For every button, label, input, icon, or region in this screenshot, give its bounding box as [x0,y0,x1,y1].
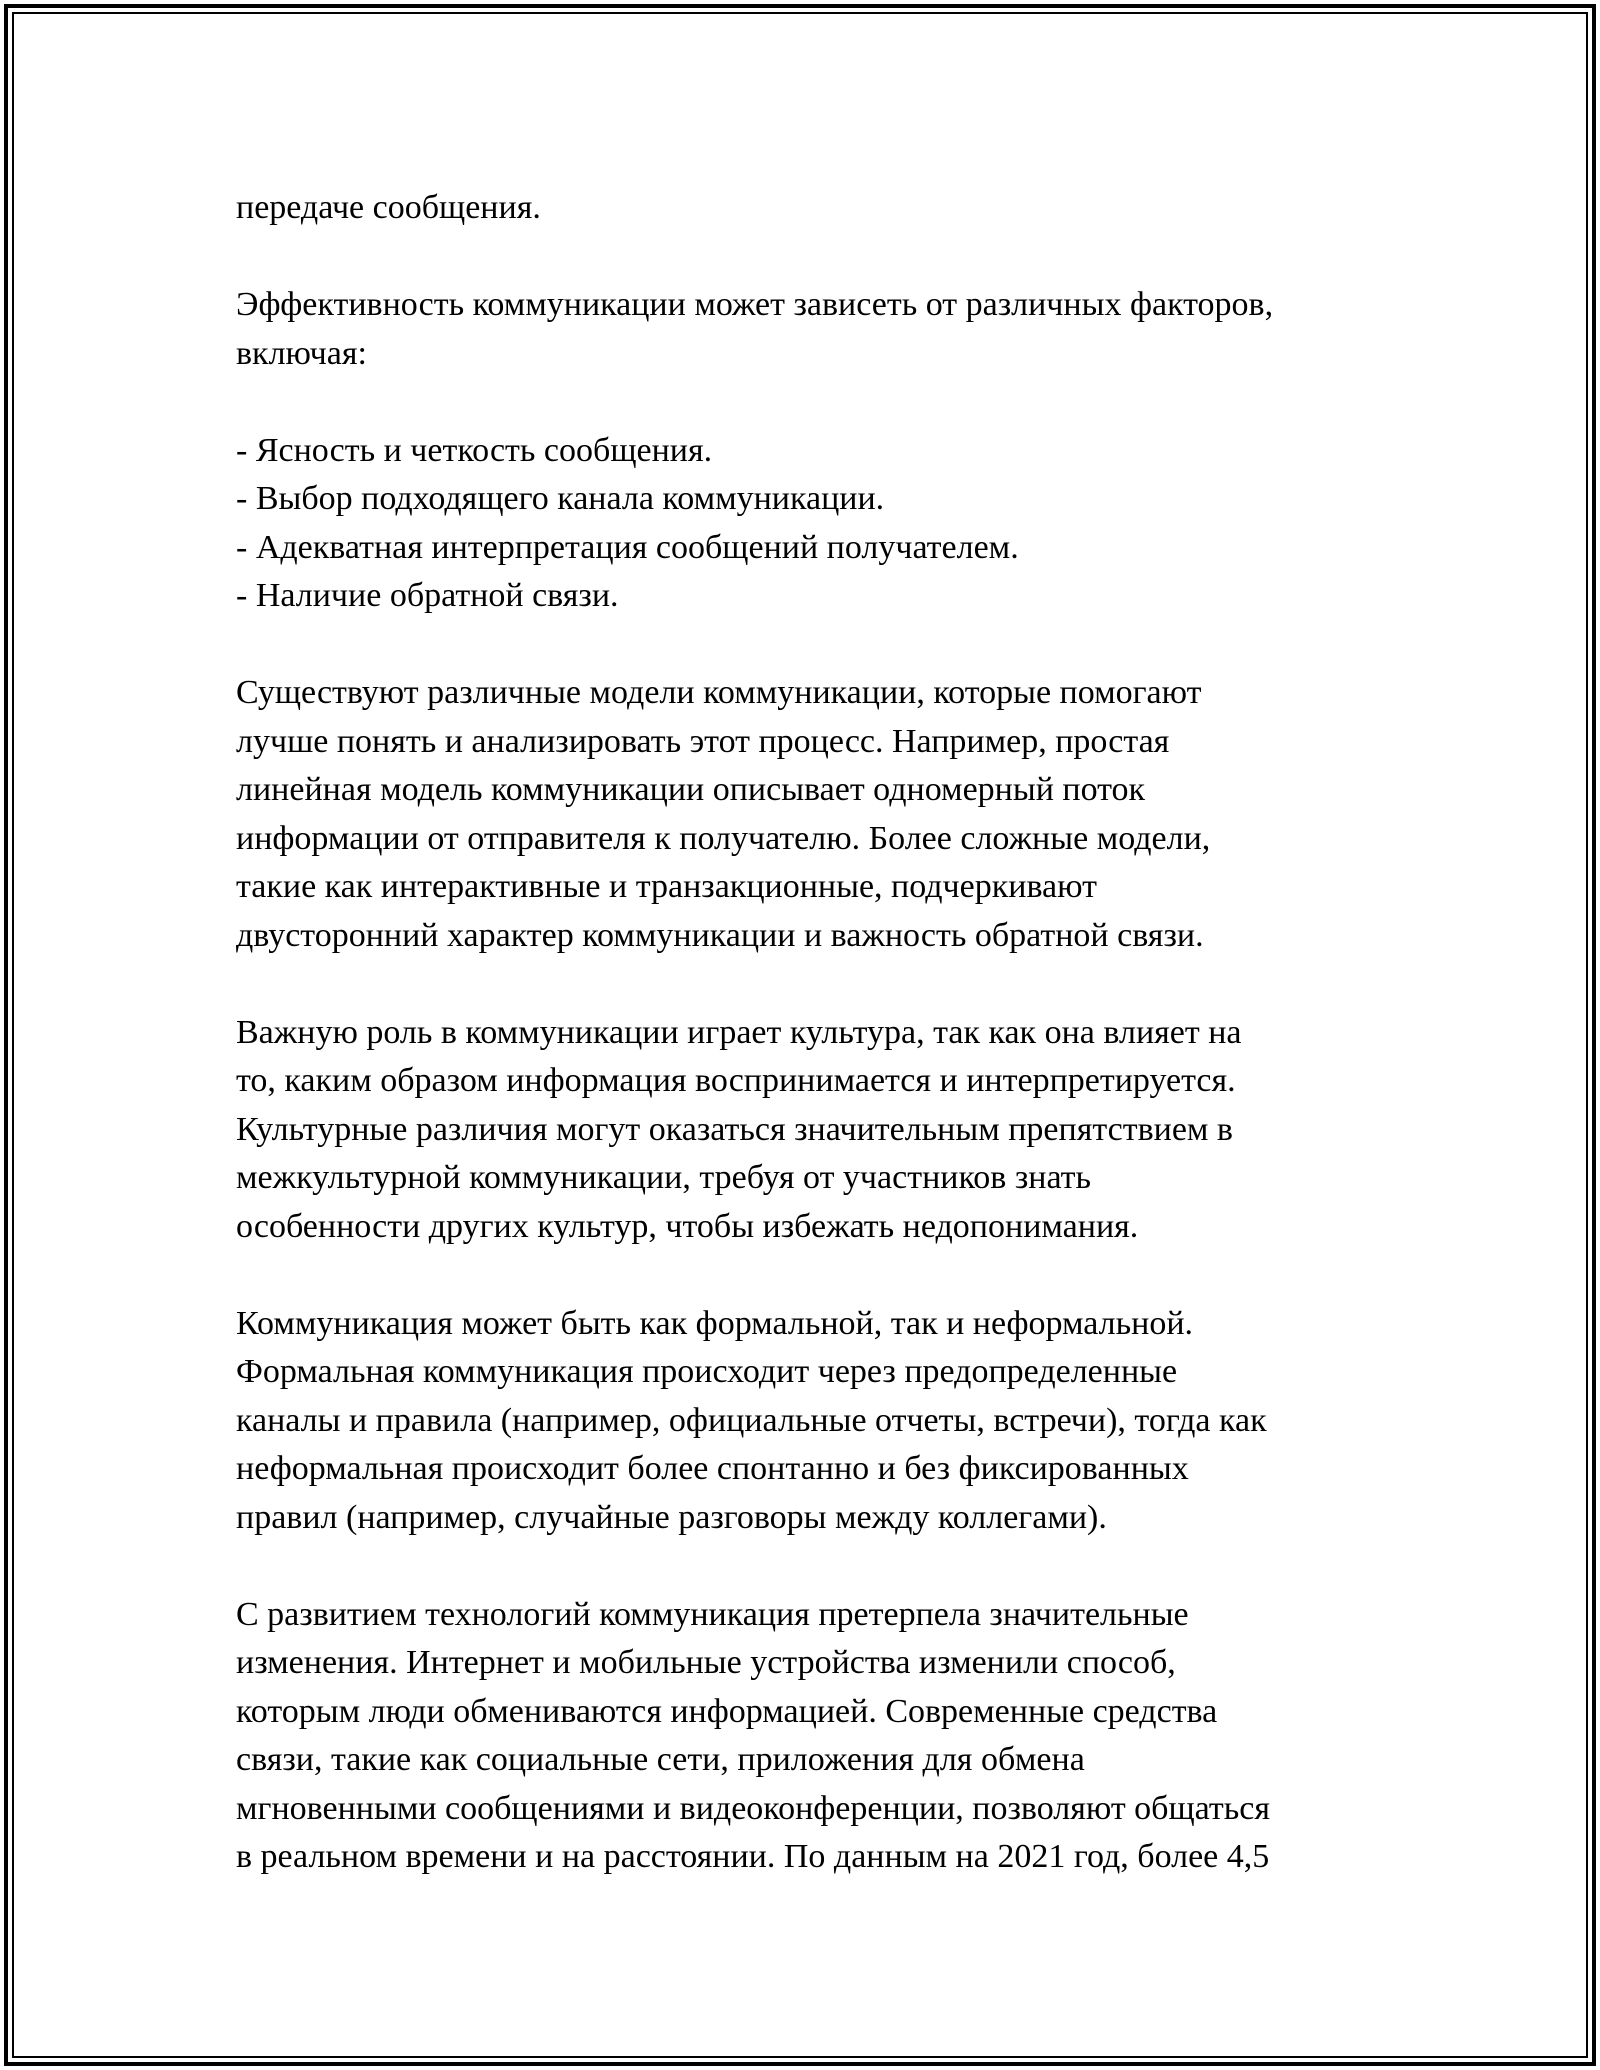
text-line: такие как интерактивные и транзакционные, подчеркивают [236,868,1097,905]
text-line: правил (например, случайные разговоры между коллегами). [236,1498,1107,1536]
blank-line [236,621,1386,670]
blank-line [236,1251,1386,1300]
text-line: передаче сообщения. [236,189,541,226]
document-body [236,184,1386,1882]
text-line: Формальная коммуникация происходит через предопределенные [236,1353,1178,1390]
text-line: Коммуникация может быть как формальной, так и неформальной. [236,1304,1194,1342]
text-line: то, каким образом информация воспринимается и интерпретируется. [236,1062,1236,1099]
text-line: изменения. Интернет и мобильные устройства изменили способ, [236,1644,1176,1681]
blank-line [236,960,1386,1009]
text-line: линейная модель коммуникации описывает одномерный поток [236,771,1146,808]
list-item: - Ясность и четкость сообщения. [236,431,713,469]
list-item: - Наличие обратной связи. [236,577,619,614]
text-line: Важную роль в коммуникации играет культура, так как она влияет на [236,1013,1242,1051]
text-line: Существуют различные модели коммуникации, которые помогают [236,674,1202,711]
text-line: которым люди обмениваются информацией. Современные средства [236,1692,1218,1730]
text-line: лучше понять и анализировать этот процесс. Например, простая [236,722,1170,760]
text-line: Эффективность коммуникации может зависеть от различных факторов, [236,286,1274,323]
list-item: - Выбор подходящего канала коммуникации. [236,480,885,517]
blank-line [236,233,1386,282]
text-line: межкультурной коммуникации, требуя от участников знать [236,1159,1092,1196]
text-line: в реальном времени и на расстоянии. По данным на 2021 год, более 4,5 [236,1838,1270,1875]
text-line: связи, такие как социальные сети, приложения для обмена [236,1741,1085,1778]
text-line: двусторонний характер коммуникации и важность обратной связи. [236,916,1204,954]
text-line: включая: [236,334,367,372]
text-line: каналы и правила (например, официальные отчеты, встречи), тогда как [236,1401,1267,1439]
text-line: Культурные различия могут оказаться значительным препятствием в [236,1110,1233,1148]
text-line: информации от отправителя к получателю. Более сложные модели, [236,819,1211,857]
text-line: неформальная происходит более спонтанно и без фиксированных [236,1450,1189,1487]
text-line: мгновенными сообщениями и видеоконференции, позволяют общаться [236,1789,1270,1827]
text-line: особенности других культур, чтобы избежать недопонимания. [236,1207,1139,1245]
blank-line [236,378,1386,427]
list-item: - Адекватная интерпретация сообщений получателем. [236,528,1019,566]
blank-line [236,1542,1386,1591]
text-line: С развитием технологий коммуникация претерпела значительные [236,1595,1189,1633]
